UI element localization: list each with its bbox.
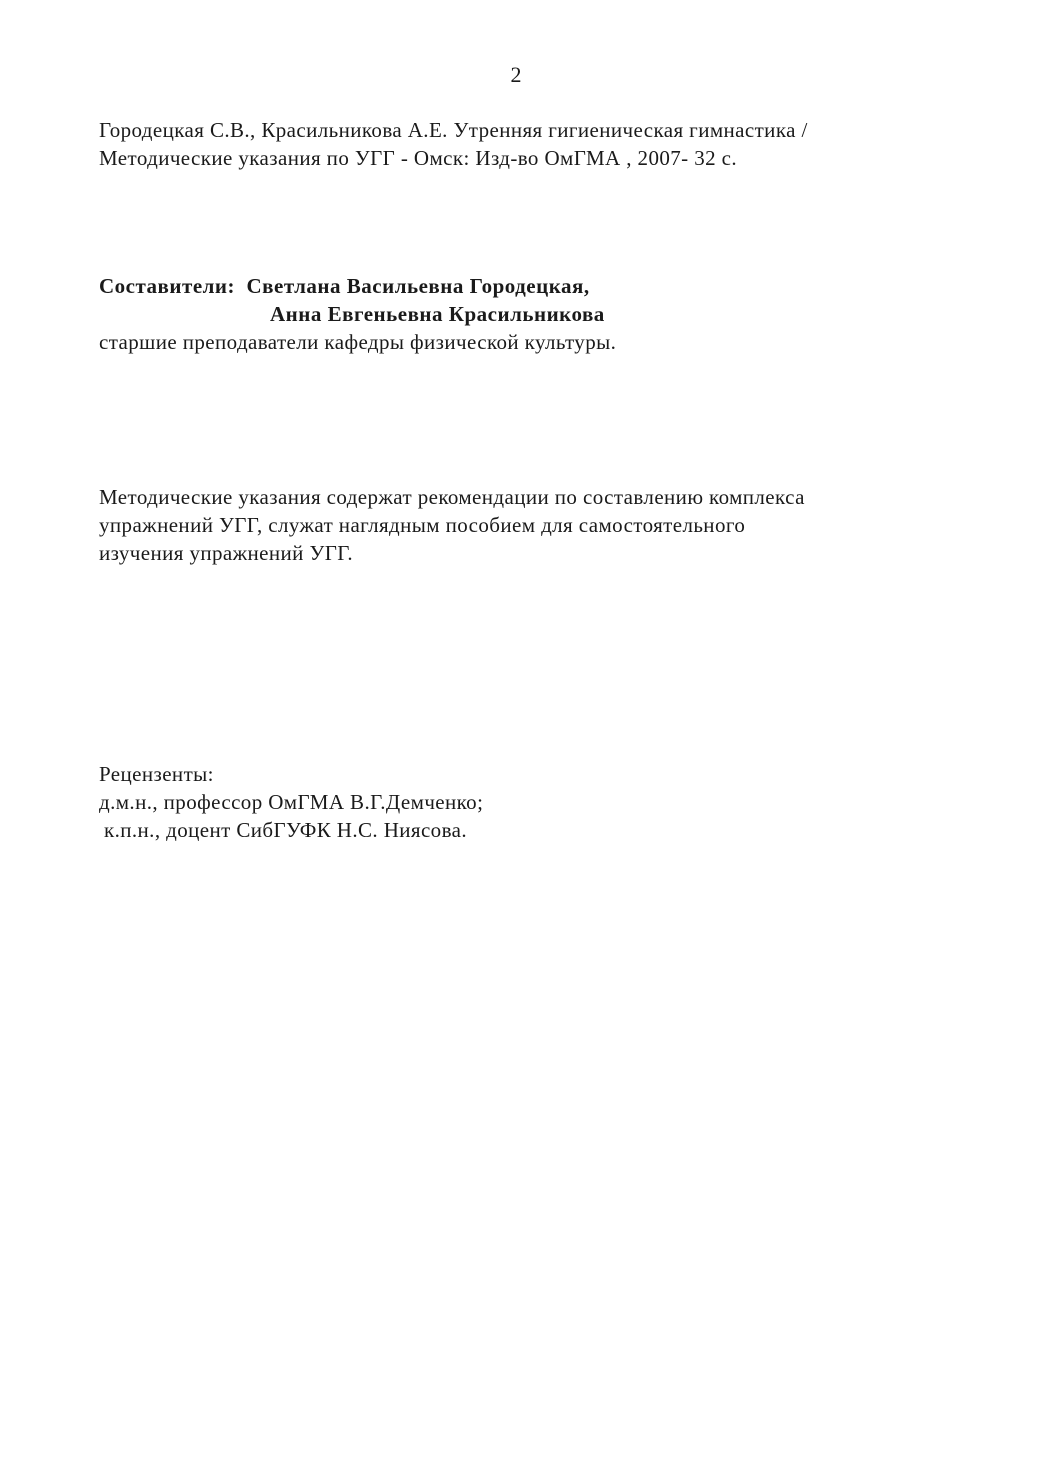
citation-line-2: Методические указания по УГГ - Омск: Изд-во ОмГМА , 2007- 32 с. <box>99 146 738 170</box>
summary-line-3: изучения упражнений УГГ. <box>99 541 354 565</box>
compilers-position: старшие преподаватели кафедры физической культуры. <box>99 330 617 354</box>
reviewer-2: к.п.н., доцент СибГУФК Н.С. Ниясова. <box>104 818 467 842</box>
compiler-name-1: Светлана Васильевна Городецкая, <box>246 274 590 298</box>
summary-line-1: Методические указания содержат рекомендации по составлению комплекса <box>99 485 805 509</box>
compilers-line-1 <box>99 272 616 300</box>
compilers-label: Составители: <box>99 274 236 298</box>
compiler-name-2: Анна Евгеньевна Красильникова <box>270 302 605 326</box>
citation-line-1: Городецкая С.В., Красильникова А.Е. Утренняя гигиеническая гимнастика / <box>99 118 808 142</box>
compilers-section <box>99 272 616 356</box>
page-number: 2 <box>510 62 522 87</box>
summary-line-2: упражнений УГГ, служат наглядным пособием для самостоятельного <box>99 513 746 537</box>
reviewers-label: Рецензенты: <box>99 762 214 786</box>
reviewer-1: д.м.н., профессор ОмГМА В.Г.Демченко; <box>99 790 484 814</box>
summary-section <box>99 483 805 567</box>
bibliographic-citation <box>99 116 808 172</box>
reviewers-section <box>99 760 483 844</box>
